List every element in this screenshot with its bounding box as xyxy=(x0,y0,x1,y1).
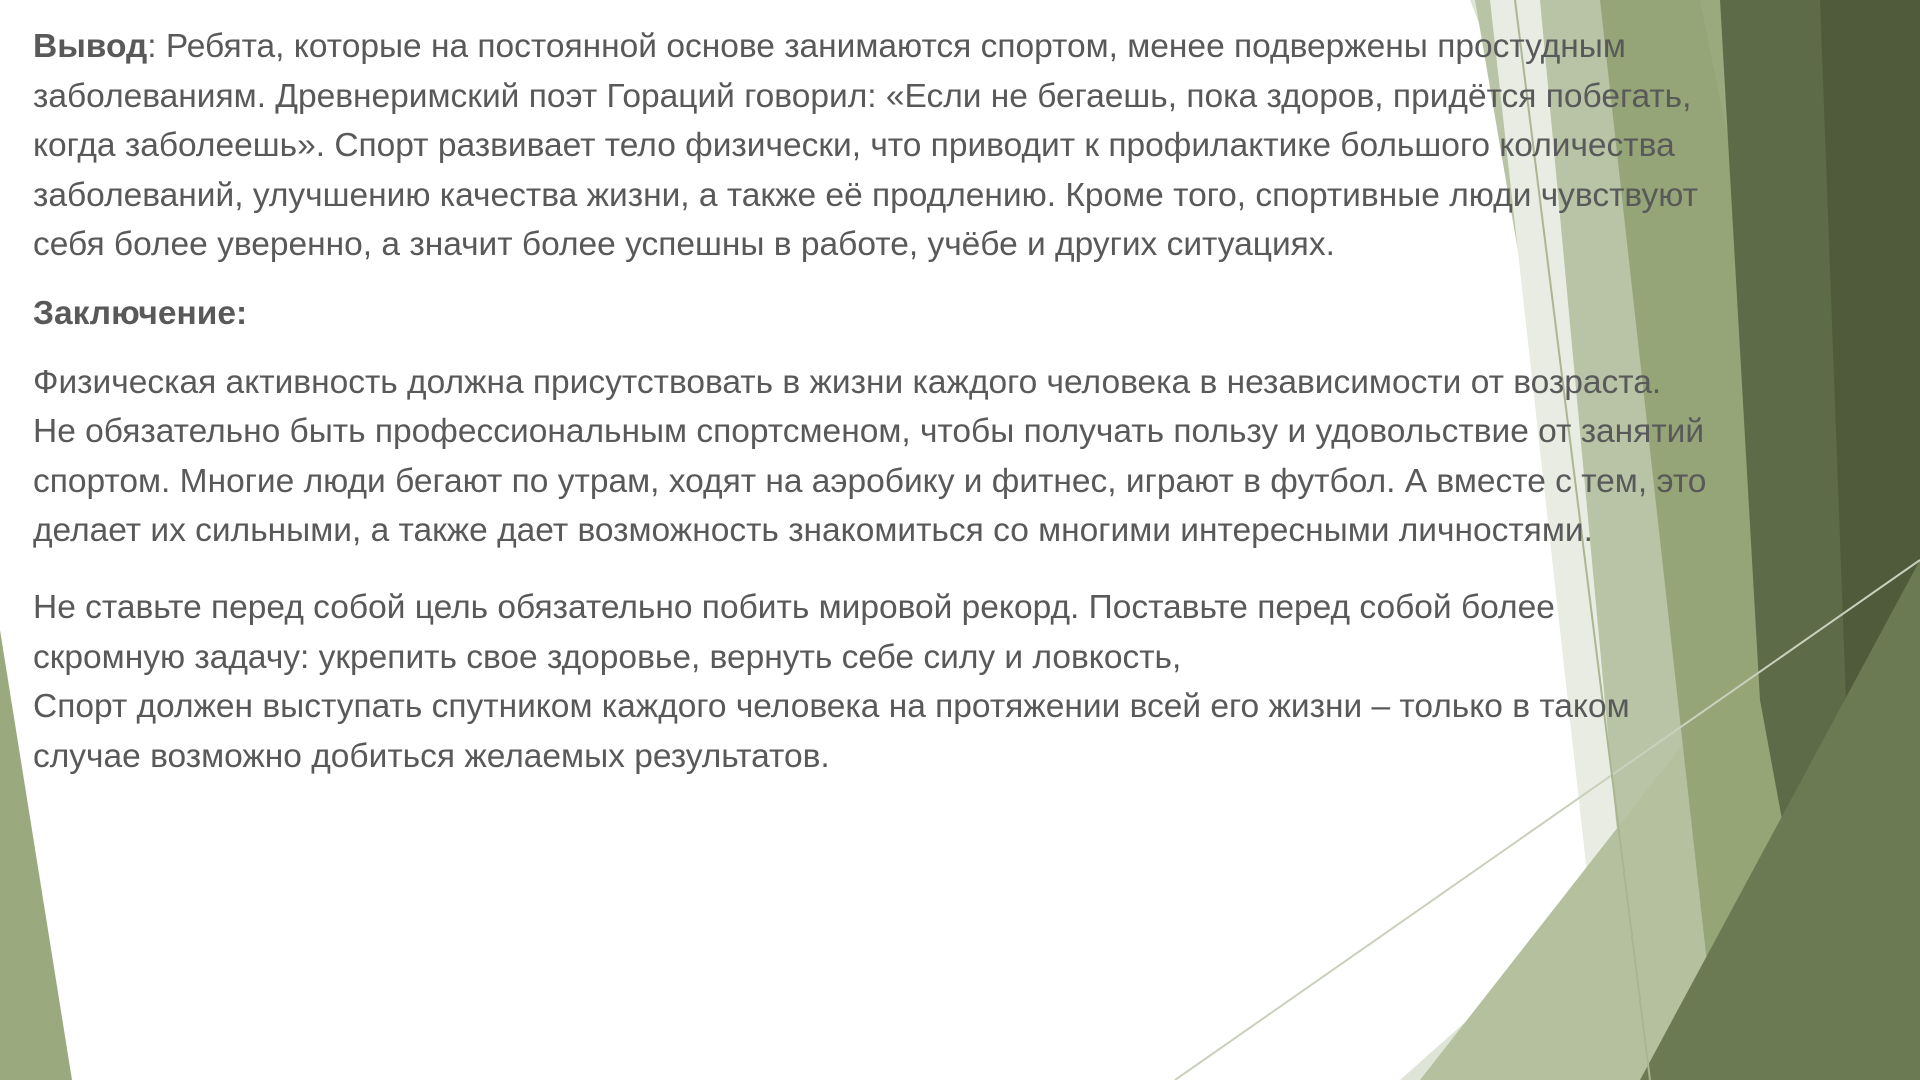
conclusion-paragraph xyxy=(33,22,1713,270)
summary-paragraph-2-line-2: Спорт должен выступать спутником каждого человека на протяжении всей его жизни – только в таком случае возможно добиться желаемых результатов. xyxy=(33,688,1630,775)
summary-paragraph-2 xyxy=(33,583,1713,781)
conclusion-text: : Ребята, которые на постоянной основе занимаются спортом, менее подвержены простудным заболеваниям. Древнеримский поэт Гораций говорил: «Если не бегаешь, пока здоров, придётся побегать, когда заболеешь». Спорт развивает тело физически, что приводит к профилактике большого количества заболеваний, улучшению качества жизни, а также её продлению. Кроме того, спортивные люди чувствуют себя более уверенно, а значит более успешны в работе, учёбе и других ситуациях. xyxy=(33,28,1698,264)
summary-heading-text: Заключение: xyxy=(33,294,248,332)
summary-paragraph-2-line-1: Не ставьте перед собой цель обязательно побить мировой рекорд. Поставьте перед собой более скромную задачу: укрепить свое здоровье, вернуть себе силу и ловкость, xyxy=(33,588,1555,676)
summary-heading xyxy=(33,289,1713,339)
summary-paragraph-1: Физическая активность должна присутствовать в жизни каждого человека в независимости от возраста. Не обязательно быть профессиональным спортсменом, чтобы получать пользу и удовольствие от занятий спортом. Многие люди бегают по утрам, ходят на аэробику и фитнес, играют в футбол. А вместе с тем, это делает их сильными, а также дает возможность знакомиться со многими интересными личностями. xyxy=(33,363,1707,550)
conclusion-label: Вывод xyxy=(33,28,148,65)
slide-text-body xyxy=(33,22,1713,781)
